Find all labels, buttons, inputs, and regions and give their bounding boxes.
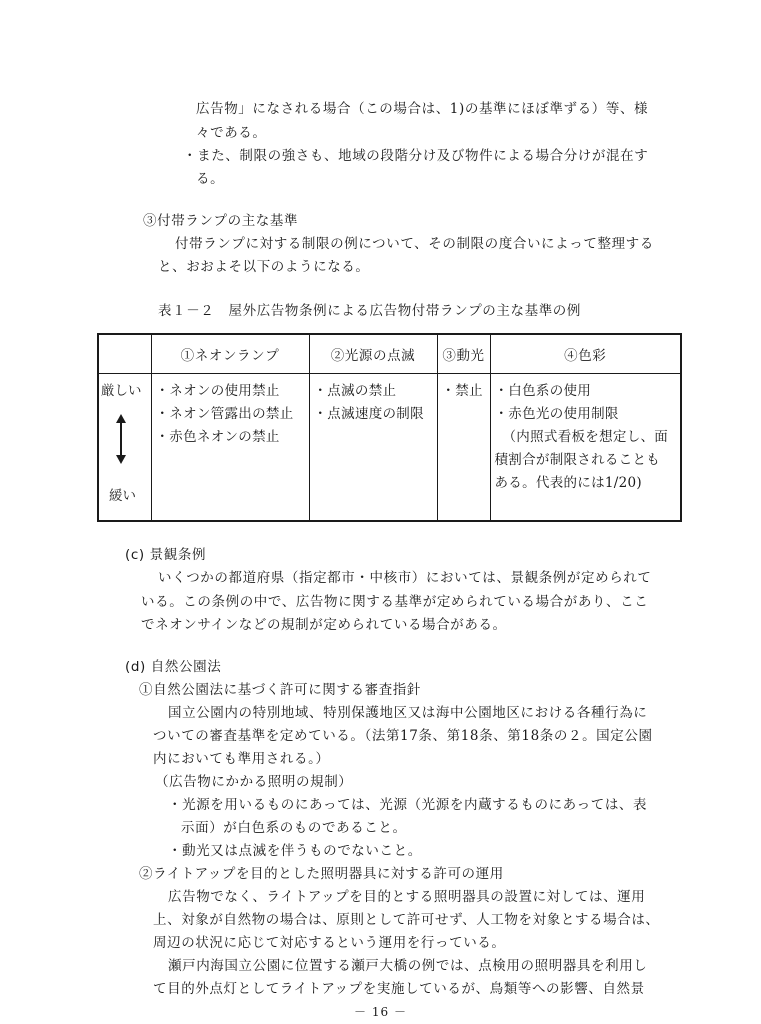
criteria-item: ・白色系の使用	[494, 383, 592, 399]
criteria-item: ・赤色光の使用制限	[494, 406, 619, 422]
subsection-heading: ①自然公園法に基づく許可に関する審査指針	[139, 682, 421, 698]
section-heading-lamp: ③付帯ランプの主な基準	[143, 213, 299, 229]
table-header-cell: ③動光	[437, 334, 490, 374]
criteria-item: ・点滅の禁止	[313, 383, 397, 399]
body-line: 上、対象が自然物の場合は、原則として許可せず、人工物を対象とする場合は、	[153, 912, 660, 928]
bullet-line: ・動光又は点滅を伴うものでないこと。	[168, 843, 422, 859]
table-header-cell: ①ネオンランプ	[151, 334, 309, 374]
section-heading-park: (d) 自然公園法	[125, 659, 222, 675]
criteria-item: ・点滅速度の制限	[313, 406, 424, 422]
strict-label: 厳しい	[101, 383, 142, 399]
body-line: 瀬戸内海国立公園に位置する瀬戸大橋の例では、点検用の照明器具を利用し	[168, 958, 648, 974]
criteria-item: ・禁止	[441, 383, 483, 399]
double-arrow-icon	[113, 414, 129, 464]
body-line: でネオンサインなどの規制が定められている場合がある。	[141, 617, 507, 633]
section-heading-landscape: (c) 景観条例	[125, 547, 207, 563]
blink-criteria-cell	[309, 374, 437, 522]
table-header-cell: ②光源の点滅	[309, 334, 437, 374]
table-header-row	[98, 334, 681, 374]
body-line: 広告物でなく、ライトアップを目的とする照明器具の設置に対しては、運用	[168, 889, 646, 905]
body-line: ・また、制限の強さも、地域の段階分け及び物件による場合分けが混在す	[183, 148, 649, 164]
body-line: いくつかの都道府県（指定都市・中核市）においては、景観条例が定められて	[158, 570, 652, 586]
subsection-heading: ②ライトアップを目的とした照明器具に対する許可の運用	[139, 866, 504, 882]
table-caption: 表１－２ 屋外広告物条例による広告物付帯ランプの主な基準の例	[158, 303, 581, 319]
criteria-item: ・赤色ネオンの禁止	[155, 429, 280, 445]
neon-criteria-cell	[151, 374, 309, 522]
criteria-note: ある。代表的には1/20)	[494, 475, 642, 491]
table-header-cell	[98, 334, 151, 374]
criteria-note: （内照式看板を想定し、面	[502, 429, 669, 445]
body-line: 内においても準用される。）	[153, 751, 330, 767]
criteria-note: 積割合が制限されることも	[494, 452, 661, 468]
color-criteria-cell	[490, 374, 681, 522]
bullet-line: 示面）が白色系のものであること。	[181, 820, 407, 836]
body-line: 々である。	[196, 125, 267, 141]
body-line: 国立公園内の特別地域、特別保護地区又は海中公園地区における各種行為に	[168, 705, 648, 721]
body-line: 付帯ランプに対する制限の例について、その制限の度合いによって整理する	[175, 236, 654, 252]
criteria-item: ・ネオン管露出の禁止	[155, 406, 294, 422]
table-row	[98, 374, 681, 522]
body-line: いる。この条例の中で、広告物に関する基準が定められている場合があり、ここ	[141, 594, 649, 610]
body-line: と、おおよそ以下のようになる。	[158, 259, 370, 275]
strictness-scale-cell	[98, 374, 151, 522]
body-line: 広告物」になされる場合（この場合は、1)の基準にほぼ準ずる）等、様	[196, 101, 649, 117]
body-line: て目的外点灯としてライトアップを実施しているが、鳥類等への影響、自然景	[153, 981, 645, 997]
page-number: － 16 －	[354, 1005, 407, 1019]
criteria-item: ・ネオンの使用禁止	[155, 383, 280, 399]
body-line: ついての審査基準を定めている。（法第17条、第18条、第18条の２。国定公園	[153, 728, 653, 744]
table-header-cell: ④色彩	[490, 334, 681, 374]
loose-label: 緩い	[109, 488, 136, 504]
lighting-rule-heading: （広告物にかかる照明の規制）	[155, 774, 353, 790]
bullet-line: ・光源を用いるものにあっては、光源（光源を内蔵するものにあっては、表	[168, 797, 648, 813]
body-line: 周辺の状況に応じて対応するという運用を行っている。	[153, 935, 506, 951]
body-line: る。	[196, 171, 225, 187]
moving-light-criteria-cell	[437, 374, 490, 522]
lamp-criteria-table	[97, 333, 682, 522]
